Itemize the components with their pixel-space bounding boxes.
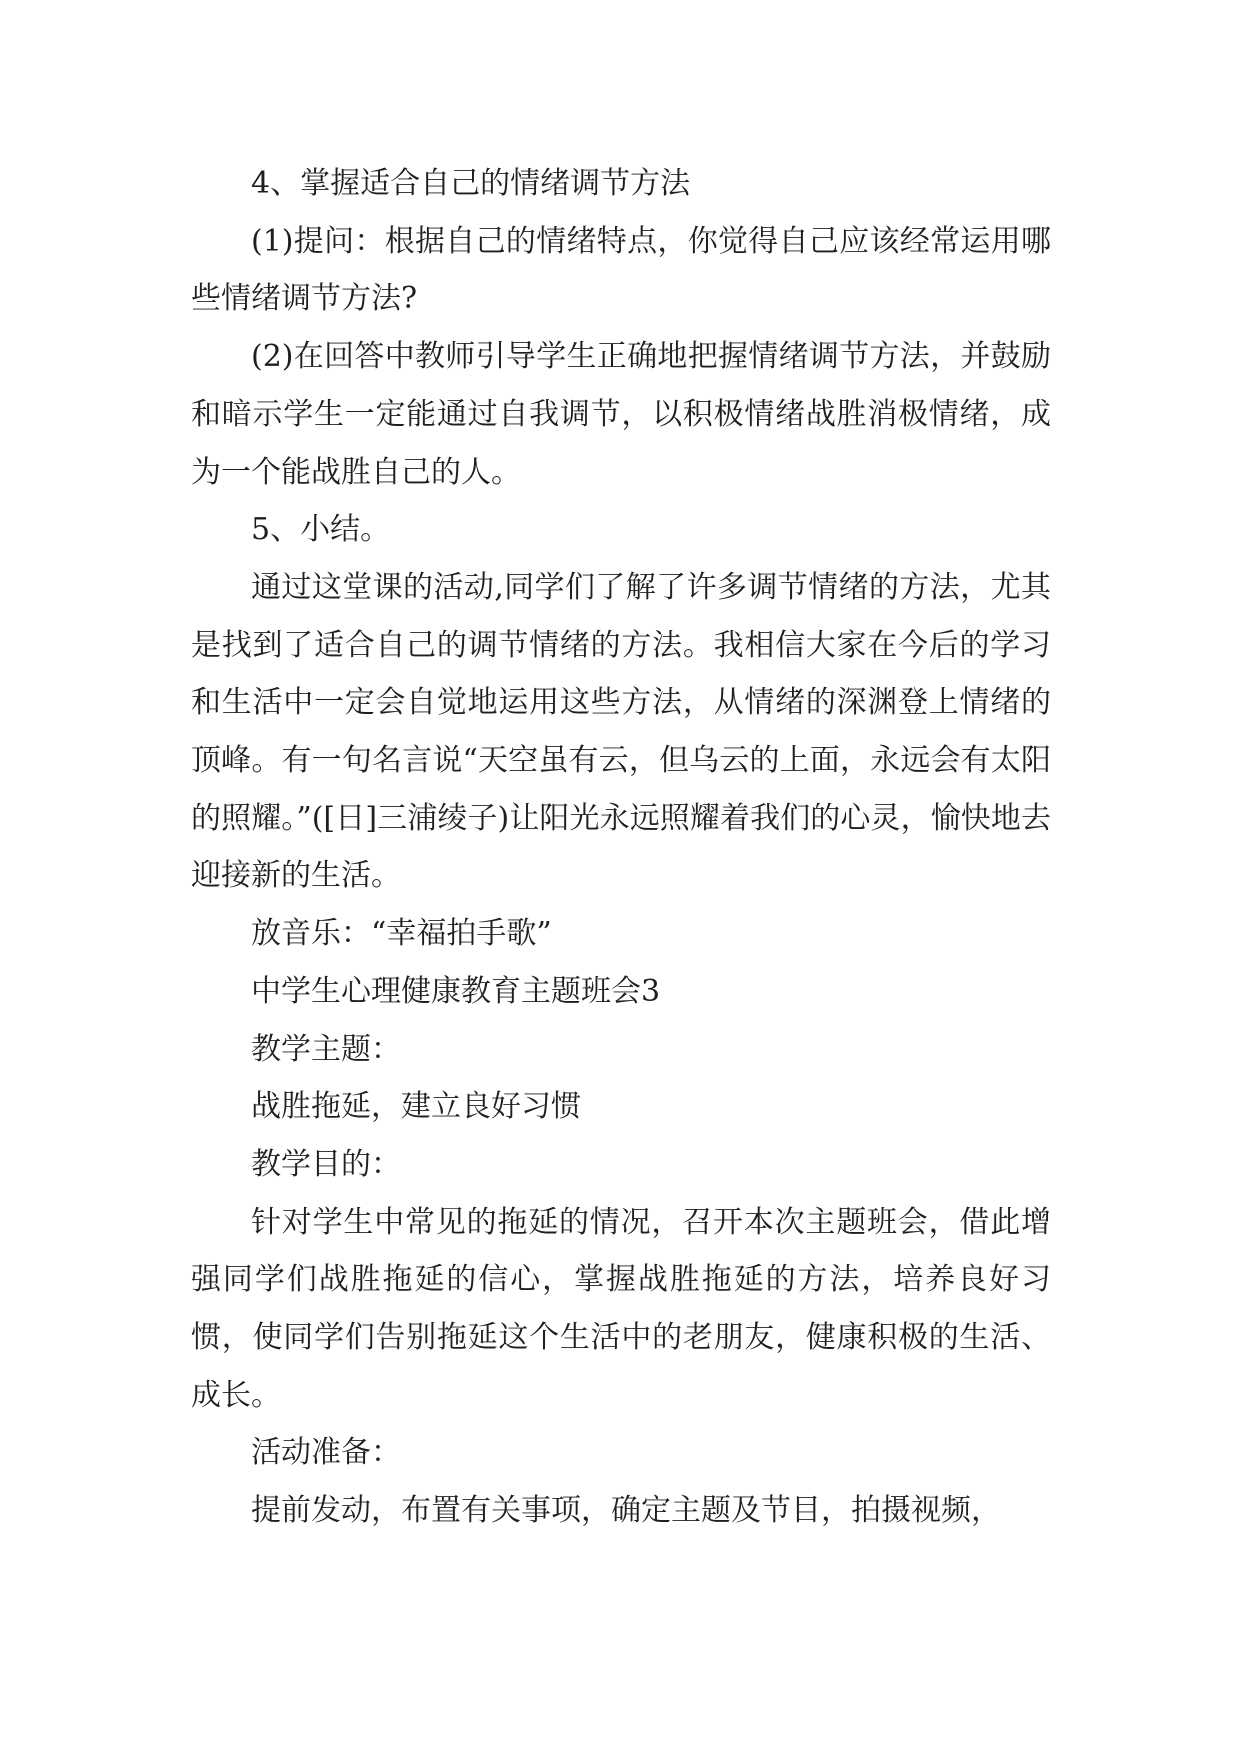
question-paragraph: (1)提问：根据自己的情绪特点，你觉得自己应该经常运用哪些情绪调节方法? (191, 223, 1051, 317)
summary-paragraph: 通过这堂课的活动,同学们了解了许多调节情绪的方法，尤其是找到了适合自己的调节情绪的方法。我相信大家在今后的学习和生活中一定会自觉地运用这些方法，从情绪的深渊登上情绪的顶峰。有一句名言说“天空虽有云，但乌云的上面，永远会有太阳的照耀。”([日]三浦绫子)让阳光永远照耀着我们的心灵，愉快地去迎接新的生活。 (191, 569, 1051, 894)
teaching-purpose-text: 针对学生中常见的拖延的情况，召开本次主题班会，借此增强同学们战胜拖延的信心，掌握战胜拖延的方法，培养良好习惯，使同学们告别拖延这个生活中的老朋友，健康积极的生活、成长。 (191, 1204, 1051, 1413)
music-line: 放音乐：“幸福拍手歌” (251, 916, 552, 952)
teaching-purpose-label: 教学目的： (251, 1146, 401, 1182)
teacher-guidance-paragraph: (2)在回答中教师引导学生正确地把握情绪调节方法，并鼓励和暗示学生一定能通过自我调节，以积极情绪战胜消极情绪，成为一个能战胜自己的人。 (191, 339, 1051, 490)
section-title: 中学生心理健康教育主题班会3 (251, 973, 661, 1009)
teaching-theme-label: 教学主题： (251, 1031, 401, 1067)
heading-step-4: 4、掌握适合自己的情绪调节方法 (251, 166, 691, 201)
document-page (191, 155, 1051, 1540)
activity-preparation-label: 活动准备： (251, 1435, 401, 1471)
heading-step-5-summary: 5、小结。 (251, 512, 391, 548)
teaching-theme-text: 战胜拖延，建立良好习惯 (251, 1089, 581, 1125)
activity-preparation-text: 提前发动，布置有关事项，确定主题及节目，拍摄视频， (251, 1493, 1001, 1529)
